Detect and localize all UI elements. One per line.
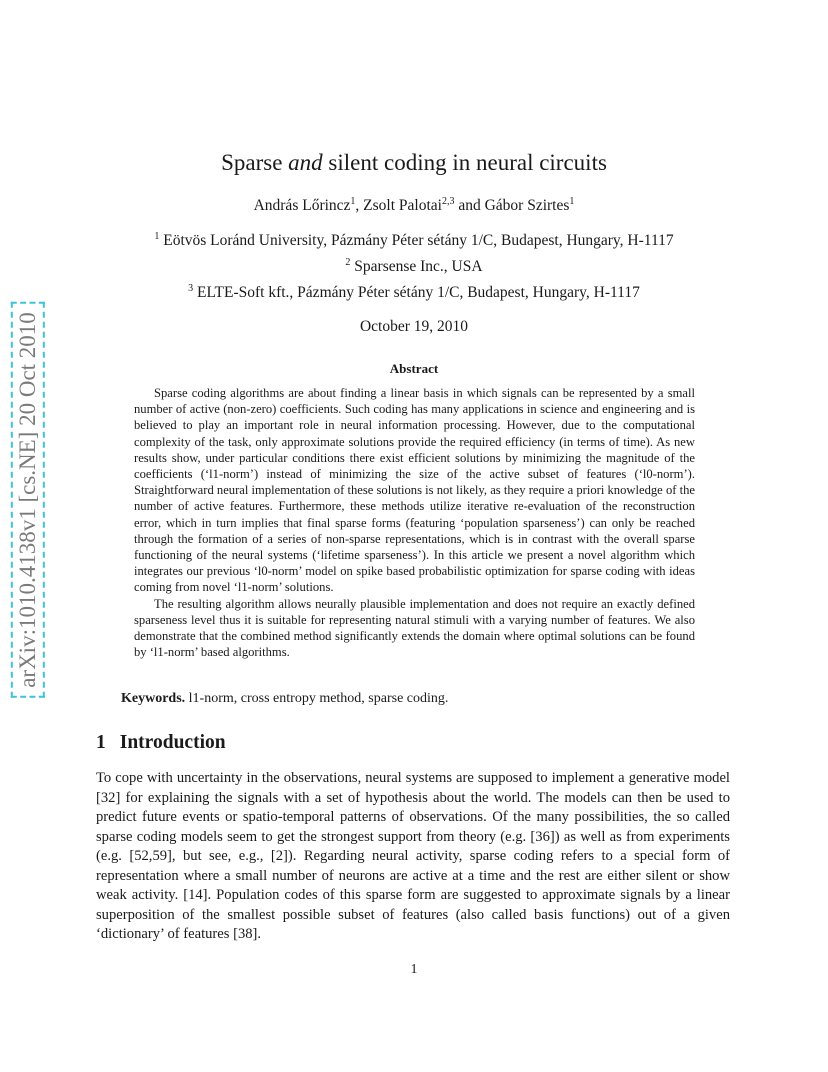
abstract-paragraph-2: The resulting algorithm allows neurally plausible implementation and does not require an exactly defined sparseness level thus it is suitable for representing natural stimuli with a varying number of features. We also demonstrate that the combined method significantly extends the domain where optimal solutions can be found by ‘l1-norm’ based algorithms. — [134, 596, 695, 660]
author-list: András Lőrincz$^1$, Zsolt Palotai$^{2,3}$ and Gábor Szirtes$^1$ — [253, 195, 575, 214]
introduction-paragraph: To cope with uncertainty in the observations, neural systems are supposed to implement a generative model [32] for explaining the signals with a set of hypothesis about the world. The models can then be used to predict future events or spatio-temporal patterns of observations. Of the many possibilities, the so called sparse coding models seem to get the strongest support from theory (e.g. [36]) as well as from experiments (e.g. [52,59], but see, e.g., [2]). Regarding neural activity, sparse coding refers to a special form of representation where a small number of neurons are active at a time and the rest are either silent or show weak activity. [14]. Population codes of this sparse form are suggested to approximate signals by a linear superposition of the smallest possible subset of features (also called basis functions) out of a given ‘dictionary’ of features [38]. — [96, 770, 730, 942]
keywords-label: Keywords. — [121, 691, 186, 706]
keywords — [121, 691, 448, 707]
section-number: 1 — [96, 732, 106, 753]
section-title: Introduction — [119, 732, 226, 753]
author-name: Gábor Szirtes — [484, 197, 570, 214]
abstract-heading: Abstract — [389, 361, 439, 376]
paper-title: Sparse and silent coding in neural circuits — [221, 150, 607, 175]
affiliation-2: $^2$ Sparsense Inc., USA — [345, 256, 483, 275]
abstract-body — [134, 385, 695, 660]
page-number: 1 — [410, 962, 418, 977]
section-heading-introduction — [96, 732, 226, 754]
author-name: András Lőrincz — [253, 197, 351, 214]
affiliation-1: $^1$ Eötvös Loránd University, Pázmány Péter sétány 1/C, Budapest, Hungary, H-1117 — [154, 230, 674, 249]
author-name: Zsolt Palotai — [363, 197, 442, 214]
abstract-paragraph-1: Sparse coding algorithms are about finding a linear basis in which signals can be represented by a small number of active (non-zero) coefficients. Such coding has many applications in science and engineering and is believed to play an important role in neural information processing. However, due to the computational complexity of the task, only approximate solutions provide the required efficiency (in terms of time). As new results show, under particular conditions there exist efficient solutions by minimizing the magnitude of the coefficients (‘l1-norm’) instead of minimizing the size of the active subset of features (‘l0-norm’). Straightforward neural implementation of these solutions is not likely, as they require a priori knowledge of the number of active features. Furthermore, these methods utilize iterative re-evaluation of the reconstruction error, which in turn implies that final sparse forms (featuring ‘population sparseness’) can only be reached through the formation of a series of non-sparse representations, which is in contrast with the overall sparse functioning of the neural systems (‘lifetime sparseness’). In this article we present a novel algorithm which integrates our previous ‘l0-norm’ model on spike based probabilistic optimization for sparse coding with ideas coming from novel ‘l1-norm’ solutions. — [134, 386, 695, 595]
affiliation-3: $^3$ ELTE-Soft kft., Pázmány Péter sétány 1/C, Budapest, Hungary, H-1117 — [188, 282, 640, 301]
publication-date: October 19, 2010 — [359, 318, 469, 335]
keywords-text: l1-norm, cross entropy method, sparse coding. — [188, 691, 449, 706]
arxiv-identifier[interactable]: arXiv:1010.4138v1 [cs.NE] 20 Oct 2010 — [11, 302, 45, 698]
